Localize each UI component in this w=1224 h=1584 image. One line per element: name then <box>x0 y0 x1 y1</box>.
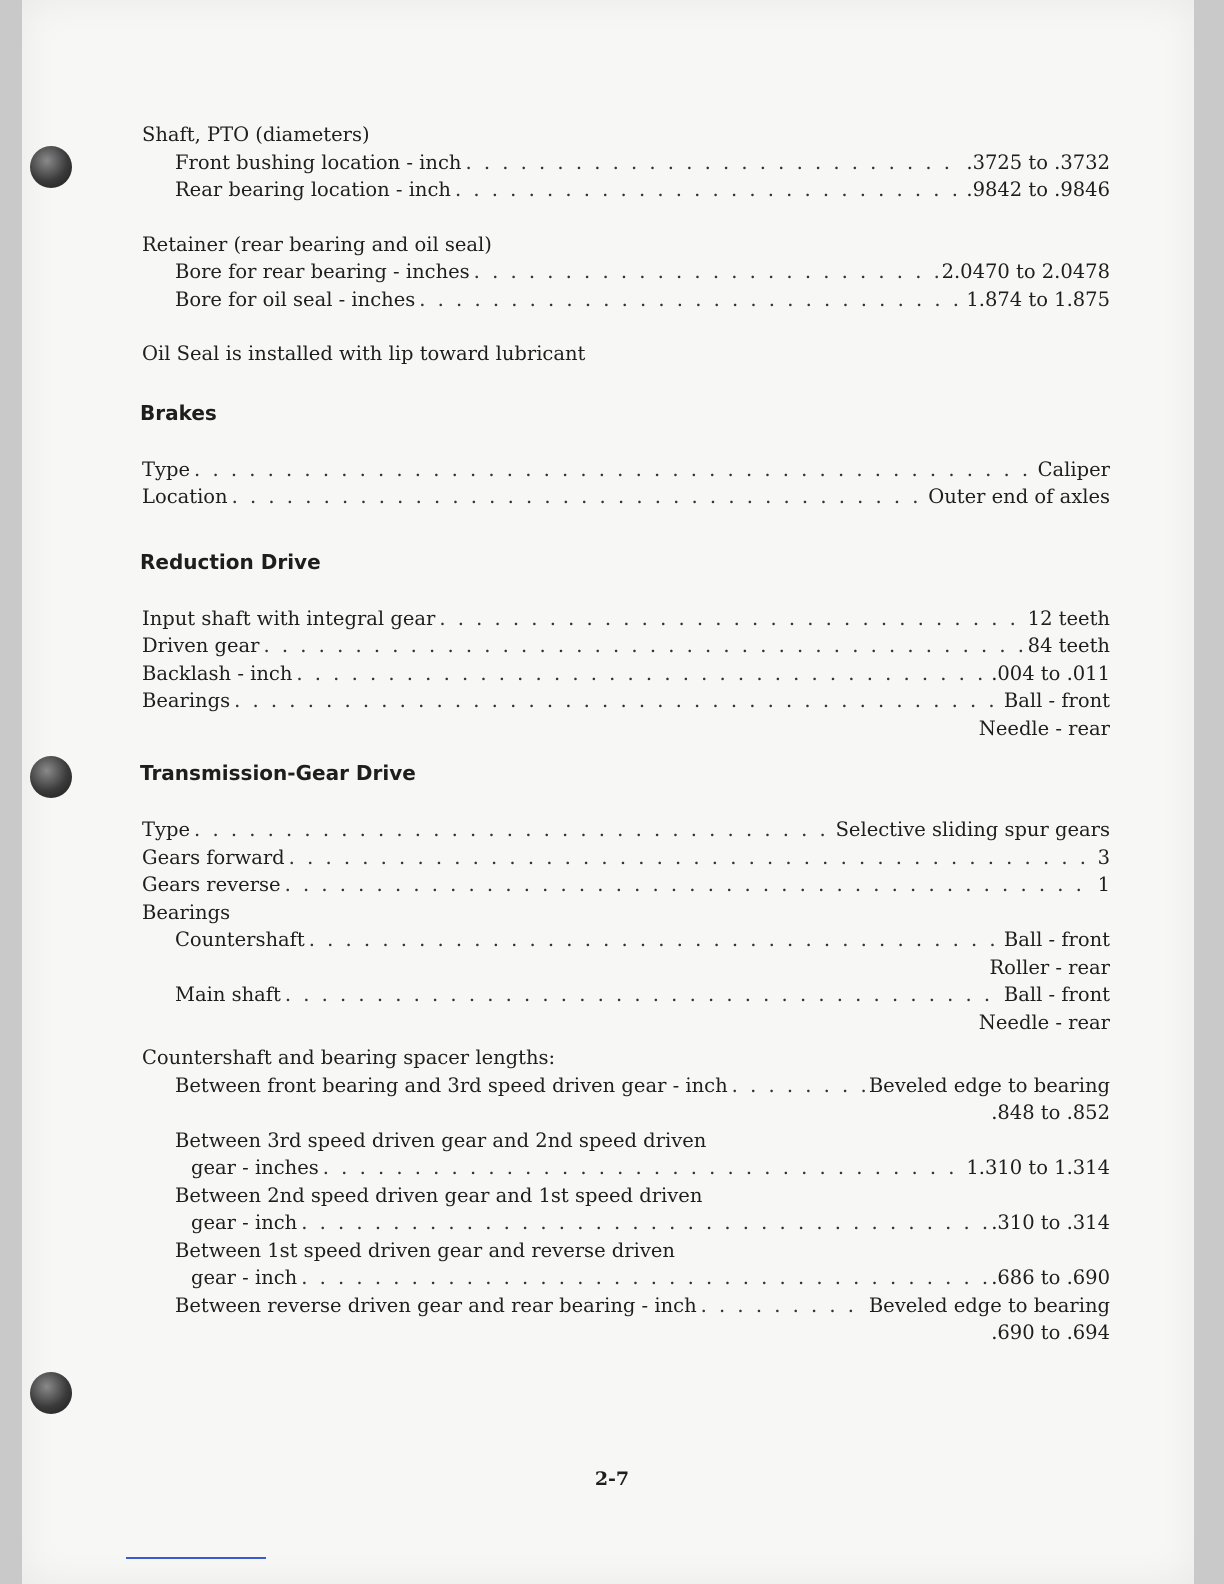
spec-label: Bearings <box>142 689 231 712</box>
spec-value: Selective sliding spur gears <box>835 818 1110 841</box>
spec-row <box>142 1154 1110 1182</box>
spec-value-continued: Needle - rear <box>978 1010 1110 1034</box>
spec-label: Countershaft <box>175 928 305 951</box>
spec-row <box>142 687 1110 715</box>
spacer-lengths-title: Countershaft and bearing spacer lengths: <box>142 1046 556 1069</box>
leader-dots <box>285 871 1094 899</box>
spec-row <box>142 844 1110 872</box>
spec-label: Main shaft <box>175 983 281 1006</box>
page-number: 2-7 <box>594 1468 630 1490</box>
spec-row <box>142 871 1110 899</box>
spec-value-continued: .848 to .852 <box>991 1101 1110 1124</box>
spec-row <box>142 816 1110 844</box>
spec-label: gear - inch <box>191 1266 298 1289</box>
spec-label: Bore for oil seal - inches <box>175 287 416 311</box>
spec-value: Beveled edge to bearing <box>868 1073 1110 1097</box>
spec-row <box>142 926 1110 954</box>
leader-dots <box>289 844 1094 872</box>
spec-label: Backlash - inch <box>142 661 293 685</box>
spec-value: 1.310 to 1.314 <box>966 1156 1110 1179</box>
spec-label: Between front bearing and 3rd speed driven gear - inch <box>175 1073 728 1097</box>
leader-dots <box>232 483 925 511</box>
spec-label-line: Between 3rd speed driven gear and 2nd speed driven <box>175 1128 707 1152</box>
spec-value: .686 to .690 <box>991 1266 1110 1289</box>
spec-label: Type <box>142 818 191 841</box>
spec-label: Front bushing location - inch <box>175 150 462 174</box>
spec-row <box>142 1072 1110 1100</box>
spec-row <box>142 660 1110 688</box>
spec-value: Beveled edge to bearing <box>868 1293 1110 1317</box>
retainer-title: Retainer (rear bearing and oil seal) <box>142 232 492 256</box>
bearings-title: Bearings <box>142 900 231 924</box>
pto-title: Shaft, PTO (diameters) <box>142 123 370 146</box>
section-heading-brakes: Brakes <box>140 400 217 425</box>
leader-dots <box>323 1154 963 1182</box>
spec-value: .3725 to .3732 <box>966 150 1110 174</box>
leader-dots <box>263 632 1023 660</box>
footer-rule <box>126 1557 266 1559</box>
spec-label: Between reverse driven gear and rear bearing - inch <box>175 1293 697 1317</box>
spec-value: Ball - front <box>1003 928 1110 951</box>
spec-row <box>142 149 1110 177</box>
spec-value: 84 teeth <box>1027 634 1110 657</box>
spec-label: Driven gear <box>142 634 260 657</box>
binder-hole <box>30 756 72 798</box>
spec-label-line: Between 2nd speed driven gear and 1st speed driven <box>175 1183 703 1207</box>
spec-label: Gears forward <box>142 845 285 869</box>
leader-dots <box>234 687 1000 715</box>
spec-value: 12 teeth <box>1027 606 1110 630</box>
leader-dots <box>194 456 1034 484</box>
binder-hole <box>30 1372 72 1414</box>
spec-label: Input shaft with integral gear <box>142 606 436 630</box>
spec-value: Ball - front <box>1003 689 1110 712</box>
spec-label-line: Between 1st speed driven gear and reverse driven <box>175 1238 675 1262</box>
section-heading-reduction-drive: Reduction Drive <box>140 549 321 574</box>
spec-row <box>142 1292 1110 1320</box>
spec-row <box>142 981 1110 1009</box>
spec-row <box>142 483 1110 511</box>
leader-dots <box>439 605 1023 633</box>
spec-value: Ball - front <box>1003 983 1110 1006</box>
section-heading-transmission-gear-drive: Transmission-Gear Drive <box>140 761 416 785</box>
leader-dots <box>474 258 938 286</box>
spec-row <box>142 1209 1110 1237</box>
leader-dots <box>296 660 987 688</box>
spec-label: Rear bearing location - inch <box>175 178 451 201</box>
spec-row <box>142 632 1110 660</box>
spec-value-continued: Needle - rear <box>978 716 1110 740</box>
leader-dots <box>309 926 1000 954</box>
spec-value: .004 to .011 <box>991 661 1110 685</box>
spec-row <box>142 605 1110 633</box>
spec-row <box>142 258 1110 286</box>
spec-value: 1.874 to 1.875 <box>966 287 1110 311</box>
spec-value: 2.0470 to 2.0478 <box>941 260 1110 283</box>
oil-seal-note: Oil Seal is installed with lip toward lubricant <box>142 342 586 365</box>
spec-value-continued: .690 to .694 <box>991 1321 1110 1344</box>
spec-row <box>142 176 1110 204</box>
leader-dots <box>465 149 962 177</box>
spec-value: .310 to .314 <box>991 1211 1110 1234</box>
spec-label: Bore for rear bearing - inches <box>175 260 470 283</box>
spec-value: 1 <box>1097 873 1110 896</box>
leader-dots <box>194 816 832 844</box>
leader-dots <box>455 176 962 204</box>
spec-value: Outer end of axles <box>928 485 1110 508</box>
leader-dots <box>732 1072 865 1100</box>
leader-dots <box>285 981 1000 1009</box>
spec-label: Type <box>142 457 191 481</box>
leader-dots <box>701 1292 865 1320</box>
spec-value: .9842 to .9846 <box>966 178 1110 201</box>
spec-value: Caliper <box>1037 457 1110 481</box>
spec-row <box>142 286 1110 314</box>
spec-value: 3 <box>1097 845 1110 869</box>
spec-value-continued: Roller - rear <box>989 955 1110 979</box>
spec-row <box>142 456 1110 484</box>
leader-dots <box>419 286 962 314</box>
spec-label: Location <box>142 485 228 508</box>
leader-dots <box>301 1209 987 1237</box>
spec-label: gear - inches <box>191 1156 319 1179</box>
spec-content <box>142 121 1110 1347</box>
spec-label: Gears reverse <box>142 873 281 896</box>
spec-row <box>142 1264 1110 1292</box>
spec-label: gear - inch <box>191 1211 298 1234</box>
binder-hole <box>30 146 72 188</box>
leader-dots <box>301 1264 987 1292</box>
